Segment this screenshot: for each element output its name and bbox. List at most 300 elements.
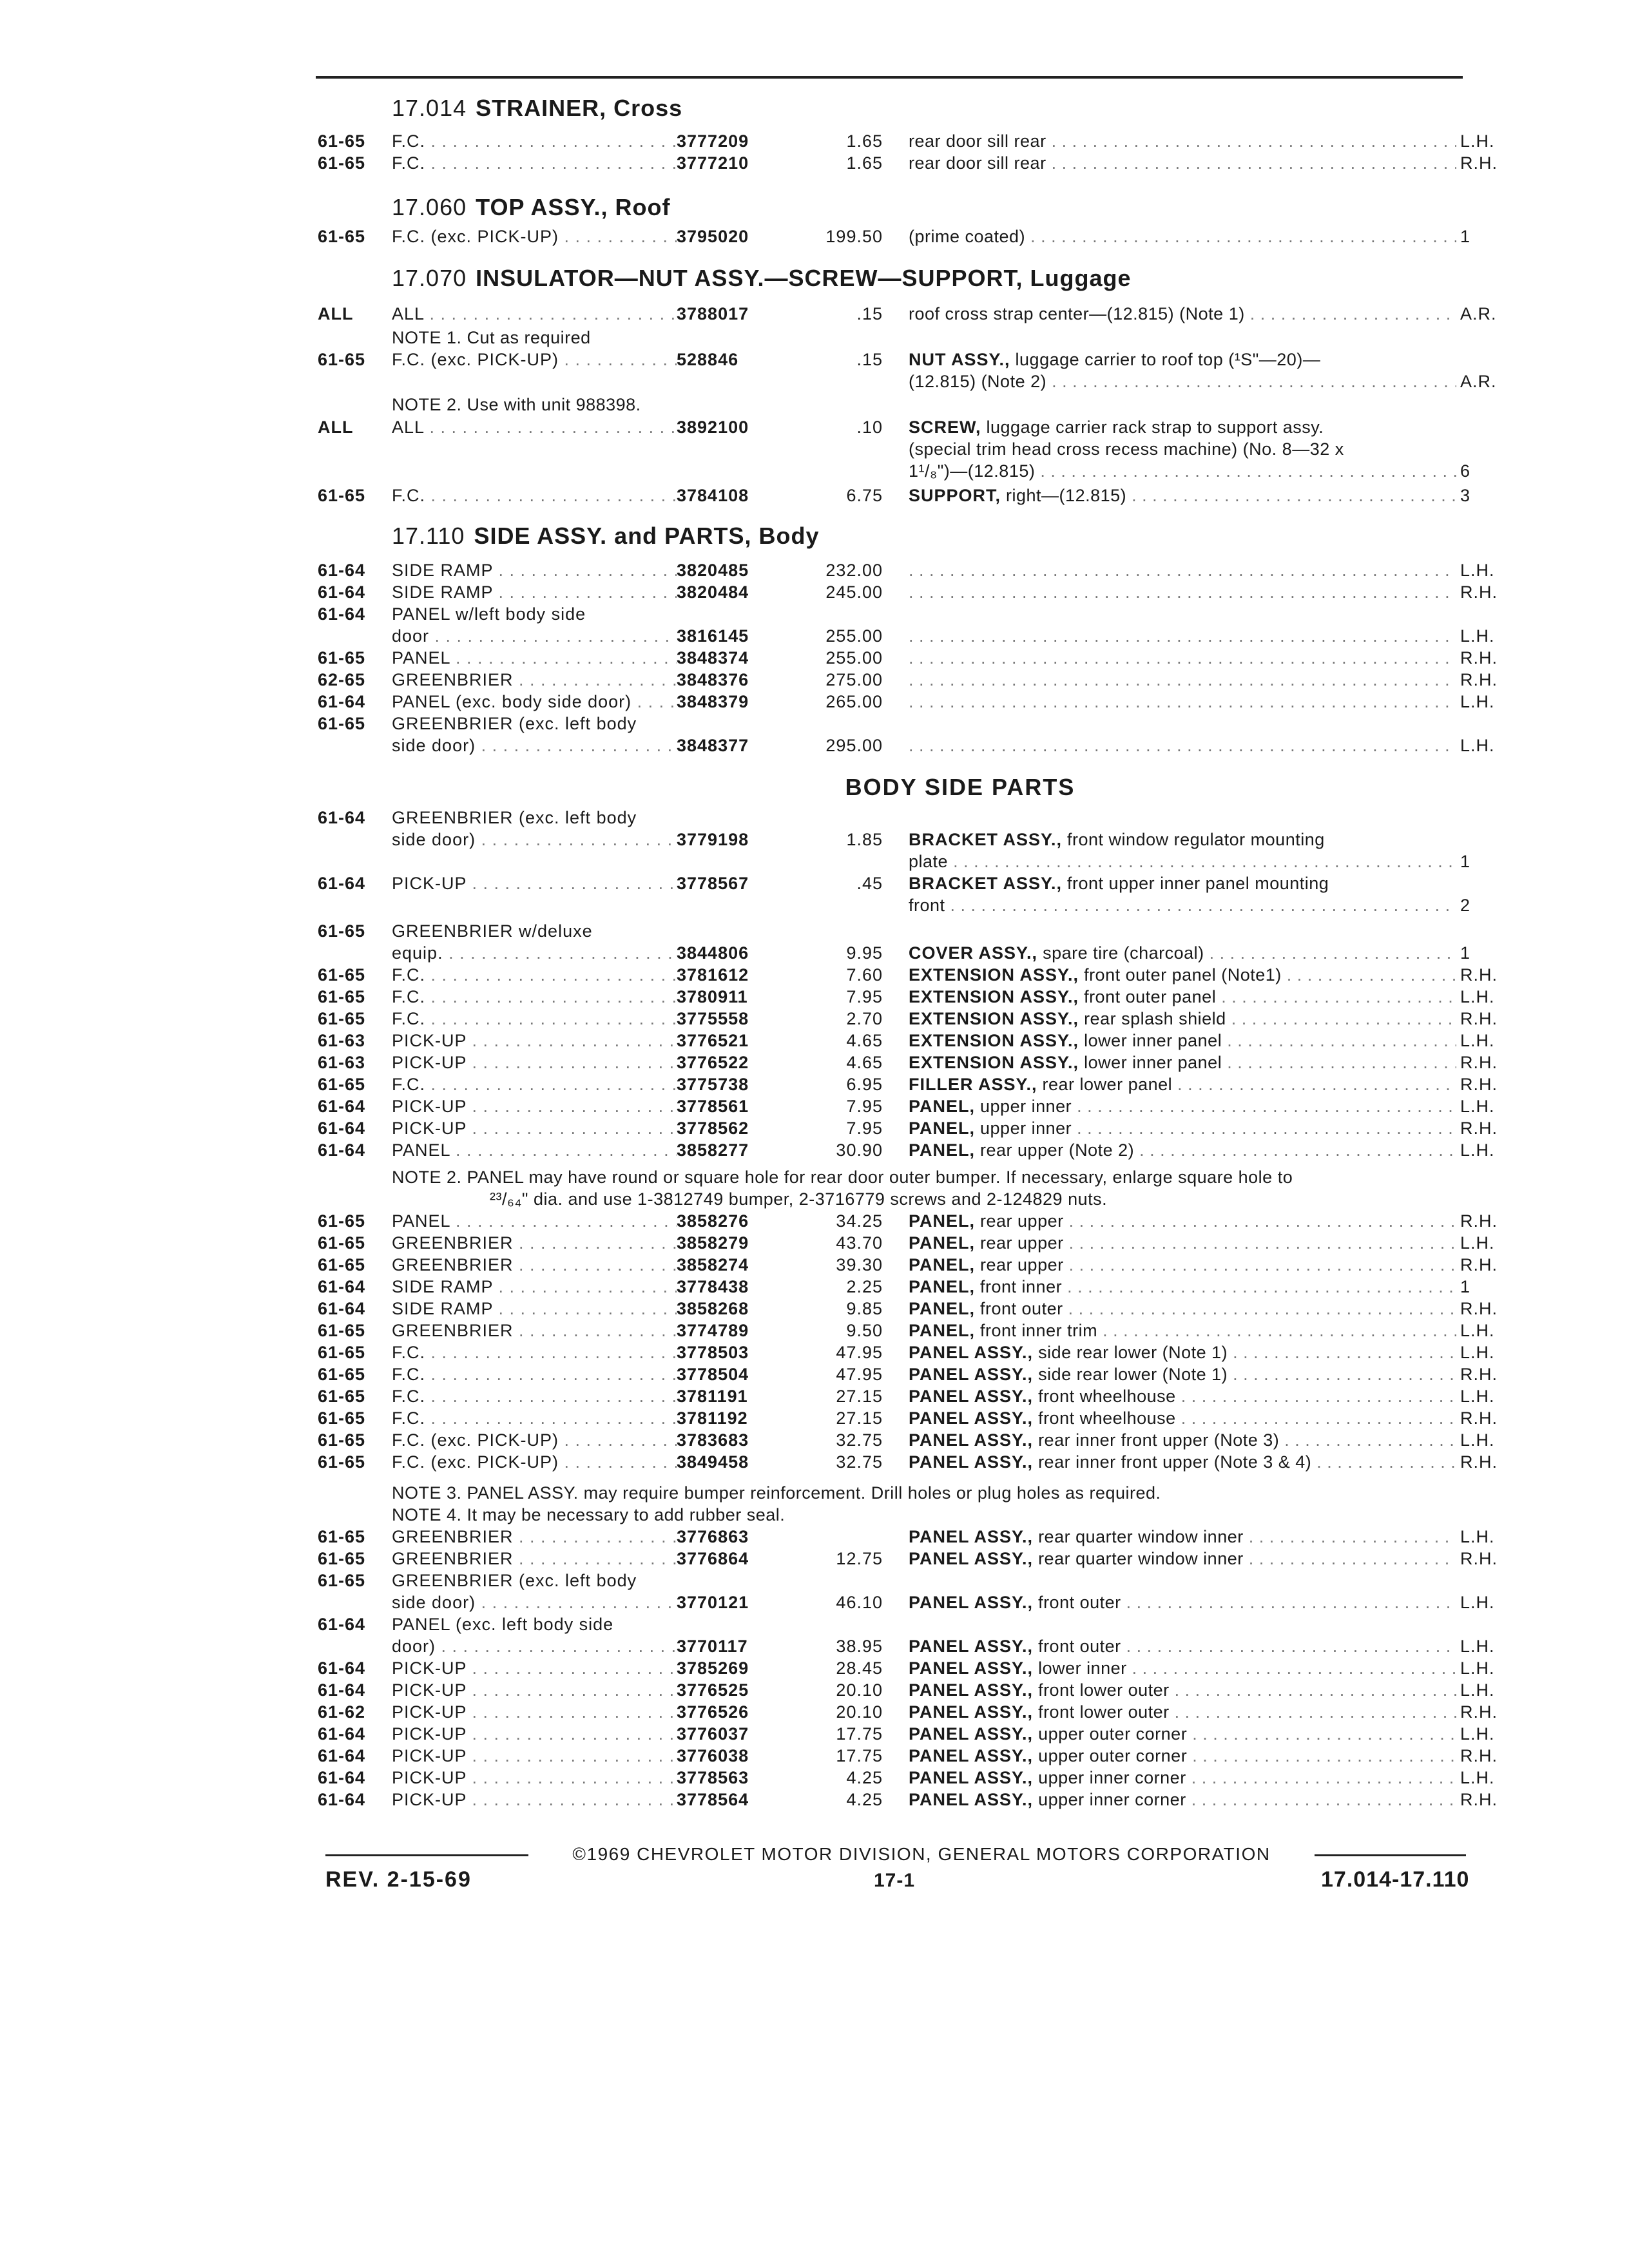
table-row <box>0 1526 1629 1548</box>
quantity-side: L.H. <box>1458 1095 1499 1117</box>
part-name: PANEL ASSY., <box>909 1702 1034 1722</box>
model-years: 61-65 <box>318 921 366 941</box>
table-row <box>0 1232 1629 1254</box>
part-number: 3778563 <box>677 1767 786 1789</box>
part-number: 3776037 <box>677 1723 786 1745</box>
part-number: 3779198 <box>677 829 786 850</box>
part-description <box>909 226 1456 247</box>
table-row <box>0 1320 1629 1341</box>
part-description <box>909 1679 1456 1701</box>
model-application: ALL . . . <box>392 303 679 325</box>
model-years: 61-65 <box>318 1527 366 1546</box>
part-number: 3777210 <box>677 152 786 174</box>
description-text: side rear lower (Note 1) <box>1033 1343 1228 1362</box>
part-description <box>909 1030 1456 1052</box>
list-price: 17.75 <box>836 1746 883 1765</box>
list-price: 47.95 <box>836 1343 883 1362</box>
part-number: 3770121 <box>677 1591 786 1613</box>
list-price: 1.85 <box>846 830 883 849</box>
model-application: PICK-UP . . . <box>392 1679 679 1701</box>
revision-date: REV. 2-15-69 <box>325 1867 472 1892</box>
list-price: 17.75 <box>836 1724 883 1744</box>
description-text: spare tire (charcoal) <box>1037 943 1204 963</box>
part-name: PANEL ASSY., <box>909 1790 1034 1809</box>
model-application: GREENBRIER (exc. left body <box>392 1571 637 1590</box>
model-years: 62-65 <box>318 670 366 689</box>
table-row <box>0 460 1629 482</box>
part-number: 3785269 <box>677 1657 786 1679</box>
part-description <box>909 1298 1456 1320</box>
part-name: PANEL ASSY., <box>909 1408 1034 1428</box>
table-row <box>0 647 1629 669</box>
table-row <box>0 1767 1629 1789</box>
quantity-side: R.H. <box>1458 1298 1499 1320</box>
model-years: 61-64 <box>318 1299 366 1318</box>
part-name: FILLER ASSY., <box>909 1075 1037 1094</box>
part-number: 3778503 <box>677 1341 786 1363</box>
part-number: 3774789 <box>677 1320 786 1341</box>
part-number: 3848379 <box>677 691 786 713</box>
model-years: 61-63 <box>318 1031 366 1050</box>
part-number: 3795020 <box>677 226 786 247</box>
model-application: GREENBRIER . . . <box>392 1526 679 1548</box>
model-application: PICK-UP . . . <box>392 1789 679 1811</box>
part-name: PANEL ASSY., <box>909 1637 1034 1656</box>
quantity-side: R.H. <box>1458 1210 1499 1232</box>
part-number: 3776521 <box>677 1030 786 1052</box>
quantity-side: A.R. <box>1458 370 1499 392</box>
part-name: PANEL, <box>909 1255 976 1274</box>
model-years: 61-65 <box>318 1233 366 1253</box>
section-number: 17.070 <box>392 265 467 291</box>
part-name: EXTENSION ASSY., <box>909 1053 1079 1072</box>
model-application: PANEL . . . <box>392 1210 679 1232</box>
part-description <box>909 416 1456 438</box>
table-row <box>0 807 1629 829</box>
table-row <box>0 130 1629 152</box>
model-years: 61-64 <box>318 582 366 602</box>
model-years: 61-64 <box>318 1119 366 1138</box>
model-application: F.C. . . . <box>392 986 679 1008</box>
model-application: F.C. . . . <box>392 1385 679 1407</box>
quantity-side: R.H. <box>1458 1701 1499 1723</box>
list-price: 7.95 <box>846 1119 883 1138</box>
part-name: EXTENSION ASSY., <box>909 1009 1079 1028</box>
model-years: 61-64 <box>318 692 366 711</box>
list-price: 32.75 <box>836 1452 883 1472</box>
quantity-side: 2 <box>1458 894 1499 916</box>
model-years: 61-64 <box>318 1790 366 1809</box>
part-description <box>909 1095 1456 1117</box>
model-application: F.C. (exc. PICK-UP) . . . <box>392 226 679 247</box>
table-row <box>0 1451 1629 1473</box>
page-number: 17-1 <box>874 1870 916 1891</box>
part-number: 3784108 <box>677 485 786 506</box>
model-application: PICK-UP . . . <box>392 1745 679 1767</box>
model-years: 61-65 <box>318 1387 366 1406</box>
description-text: lower inner panel <box>1079 1031 1222 1050</box>
table-row <box>0 485 1629 506</box>
quantity-side: L.H. <box>1458 1679 1499 1701</box>
model-application: PANEL . . . <box>392 647 679 669</box>
table-row <box>0 1657 1629 1679</box>
part-name: PANEL, <box>909 1321 976 1340</box>
model-years: 61-64 <box>318 1097 366 1116</box>
list-price: .10 <box>856 418 883 437</box>
description-text: rear quarter window inner <box>1033 1549 1244 1568</box>
model-application: GREENBRIER . . . <box>392 1320 679 1341</box>
table-row <box>0 1117 1629 1139</box>
part-name: PANEL ASSY., <box>909 1430 1034 1450</box>
part-number: 3781191 <box>677 1385 786 1407</box>
list-price: 34.25 <box>836 1211 883 1231</box>
section-title-strainer <box>392 95 682 121</box>
list-price: 4.25 <box>846 1790 883 1809</box>
list-price: 39.30 <box>836 1255 883 1274</box>
quantity-side: R.H. <box>1458 1363 1499 1385</box>
section-name: INSULATOR—NUT ASSY.—SCREW—SUPPORT, Luggage <box>476 265 1132 291</box>
part-number: 3848376 <box>677 669 786 691</box>
part-description <box>909 986 1456 1008</box>
model-years: 61-65 <box>318 1365 366 1384</box>
description-text: (special trim head cross recess machine) (No. 8—32 x <box>909 439 1344 459</box>
part-description <box>909 370 1456 392</box>
table-row <box>0 1008 1629 1030</box>
description-text: upper inner corner <box>1033 1790 1186 1809</box>
part-description <box>909 647 1456 669</box>
top-rule <box>316 76 1463 79</box>
table-row <box>0 1635 1629 1657</box>
part-description <box>909 1254 1456 1276</box>
list-price: 9.95 <box>846 943 883 963</box>
description-text: front upper inner panel mounting <box>1062 874 1329 893</box>
model-application: PICK-UP . . . <box>392 1117 679 1139</box>
part-name: PANEL, <box>909 1233 976 1253</box>
list-price: 7.60 <box>846 965 883 985</box>
table-row <box>0 416 1629 438</box>
section-name: TOP ASSY., Roof <box>476 194 671 220</box>
part-name: BRACKET ASSY., <box>909 830 1063 849</box>
description-text: rear lower panel <box>1037 1075 1173 1094</box>
part-description <box>909 1451 1456 1473</box>
quantity-side: R.H. <box>1458 1008 1499 1030</box>
table-row <box>0 1276 1629 1298</box>
quantity-side: 1 <box>1458 1276 1499 1298</box>
model-years: 61-65 <box>318 1452 366 1472</box>
description-text: luggage carrier to roof top (¹S"—20)— <box>1010 350 1321 369</box>
model-application: PICK-UP . . . <box>392 1052 679 1073</box>
section-name: STRAINER, Cross <box>476 95 683 121</box>
list-price: 232.00 <box>825 561 883 580</box>
model-application: GREENBRIER (exc. left body <box>392 714 637 733</box>
part-number: 3775558 <box>677 1008 786 1030</box>
part-name: NUT ASSY., <box>909 350 1010 369</box>
table-row <box>0 349 1629 370</box>
model-application: SIDE RAMP . . . <box>392 559 679 581</box>
model-application: GREENBRIER w/deluxe <box>392 921 593 941</box>
part-name: PANEL, <box>909 1119 976 1138</box>
part-name: PANEL ASSY., <box>909 1527 1034 1546</box>
quantity-side: L.H. <box>1458 1232 1499 1254</box>
quantity-side: 1 <box>1458 942 1499 964</box>
part-number: 3776864 <box>677 1548 786 1570</box>
description-text: luggage carrier rack strap to support assy. <box>981 418 1324 437</box>
part-description <box>909 691 1456 713</box>
model-application: side door) . . . <box>392 1591 679 1613</box>
table-row <box>0 942 1629 964</box>
table-row <box>0 581 1629 603</box>
model-years: 61-64 <box>318 1680 366 1700</box>
part-number: 3776522 <box>677 1052 786 1073</box>
model-years: 61-65 <box>318 1321 366 1340</box>
description-text: front window regulator mounting <box>1062 830 1325 849</box>
model-application: PICK-UP . . . <box>392 1701 679 1723</box>
description-text: front lower outer <box>1033 1702 1170 1722</box>
model-years: 61-65 <box>318 1549 366 1568</box>
part-description <box>909 438 1456 460</box>
description-text: rear splash shield <box>1079 1009 1226 1028</box>
list-price: 46.10 <box>836 1593 883 1612</box>
quantity-side: L.H. <box>1458 986 1499 1008</box>
part-number: 3778567 <box>677 872 786 894</box>
model-application: side door) . . . <box>392 735 679 756</box>
model-years: 61-65 <box>318 965 366 985</box>
description-text: lower inner <box>1033 1658 1127 1678</box>
quantity-side: L.H. <box>1458 559 1499 581</box>
list-price: 255.00 <box>825 648 883 668</box>
quantity-side: L.H. <box>1458 1429 1499 1451</box>
model-years: 61-64 <box>318 808 366 827</box>
copyright-line: ©1969 CHEVROLET MOTOR DIVISION, GENERAL MOTORS CORPORATION <box>528 1841 1315 1867</box>
description-text: front outer <box>1033 1593 1121 1612</box>
model-years: 61-65 <box>318 1211 366 1231</box>
model-years: 61-64 <box>318 874 366 893</box>
quantity-side: R.H. <box>1458 669 1499 691</box>
model-years: 61-64 <box>318 604 366 624</box>
part-name: PANEL ASSY., <box>909 1680 1034 1700</box>
model-application: PICK-UP . . . <box>392 1657 679 1679</box>
part-description <box>909 1210 1456 1232</box>
list-price: 1.65 <box>846 131 883 151</box>
table-row <box>0 438 1629 460</box>
quantity-side: L.H. <box>1458 1320 1499 1341</box>
list-price: 6.75 <box>846 486 883 505</box>
description-text: upper inner corner <box>1033 1768 1186 1787</box>
part-description <box>909 625 1456 647</box>
table-row <box>0 1341 1629 1363</box>
table-row <box>0 735 1629 756</box>
part-description <box>909 1008 1456 1030</box>
description-text: rear upper <box>975 1255 1064 1274</box>
table-row <box>0 1591 1629 1613</box>
footer-rule-right <box>1305 1854 1466 1856</box>
list-price: 245.00 <box>825 582 883 602</box>
part-description <box>909 152 1456 174</box>
model-years: 61-65 <box>318 1430 366 1450</box>
part-description <box>909 1276 1456 1298</box>
list-price: 28.45 <box>836 1658 883 1678</box>
description-text: rear door sill rear <box>909 131 1046 151</box>
part-name: PANEL ASSY., <box>909 1593 1034 1612</box>
part-description <box>909 1635 1456 1657</box>
model-years: 61-65 <box>318 227 366 246</box>
table-row <box>0 1548 1629 1570</box>
part-name: PANEL, <box>909 1140 976 1160</box>
section-title-luggage <box>392 265 1132 291</box>
quantity-side: L.H. <box>1458 1657 1499 1679</box>
list-price: 27.15 <box>836 1387 883 1406</box>
part-name: PANEL ASSY., <box>909 1768 1034 1787</box>
table-row <box>0 1210 1629 1232</box>
table-row <box>0 964 1629 986</box>
table-row <box>0 1298 1629 1320</box>
part-number: 3778438 <box>677 1276 786 1298</box>
description-text: front outer <box>1033 1637 1121 1656</box>
description-text: rear upper <box>975 1211 1064 1231</box>
quantity-side: R.H. <box>1458 1117 1499 1139</box>
part-description <box>909 894 1456 916</box>
part-name: PANEL ASSY., <box>909 1387 1034 1406</box>
table-row <box>0 872 1629 894</box>
part-description <box>909 1723 1456 1745</box>
model-application: PANEL . . . <box>392 1139 679 1161</box>
model-years: 61-63 <box>318 1053 366 1072</box>
part-name: SCREW, <box>909 418 981 437</box>
description-text: upper inner <box>975 1097 1072 1116</box>
part-name: EXTENSION ASSY., <box>909 987 1079 1006</box>
part-number: 3844806 <box>677 942 786 964</box>
model-years: 61-65 <box>318 1075 366 1094</box>
quantity-side: R.H. <box>1458 1789 1499 1811</box>
quantity-side: R.H. <box>1458 1548 1499 1570</box>
part-number: 3776526 <box>677 1701 786 1723</box>
part-description <box>909 130 1456 152</box>
model-application: F.C. . . . <box>392 1008 679 1030</box>
model-years: 61-65 <box>318 648 366 668</box>
quantity-side: R.H. <box>1458 1451 1499 1473</box>
description-text: rear upper <box>975 1233 1064 1253</box>
model-application: PANEL (exc. left body side <box>392 1615 614 1634</box>
part-name: PANEL, <box>909 1277 976 1296</box>
section-number: 17.014 <box>392 95 467 121</box>
description-text: lower inner panel <box>1079 1053 1222 1072</box>
part-description <box>909 559 1456 581</box>
table-row <box>0 1363 1629 1385</box>
description-text: upper outer corner <box>1033 1746 1188 1765</box>
part-description <box>909 1526 1456 1548</box>
part-number: 3778564 <box>677 1789 786 1811</box>
part-name: EXTENSION ASSY., <box>909 965 1079 985</box>
part-description <box>909 850 1456 872</box>
list-price: 38.95 <box>836 1637 883 1656</box>
part-description <box>909 1341 1456 1363</box>
description-text: front outer panel (Note1) <box>1079 965 1282 985</box>
table-row <box>0 1052 1629 1073</box>
model-years: 61-65 <box>318 987 366 1006</box>
part-name: PANEL ASSY., <box>909 1746 1034 1765</box>
quantity-side: R.H. <box>1458 1745 1499 1767</box>
model-years: 61-65 <box>318 714 366 733</box>
model-years: 61-64 <box>318 1724 366 1744</box>
quantity-side: L.H. <box>1458 1030 1499 1052</box>
list-price: 12.75 <box>836 1549 883 1568</box>
part-number: 3778504 <box>677 1363 786 1385</box>
model-application: side door) . . . <box>392 829 679 850</box>
model-years: 61-65 <box>318 131 366 151</box>
part-number: 528846 <box>677 349 786 370</box>
model-application: F.C. (exc. PICK-UP) . . . <box>392 1429 679 1451</box>
part-description <box>909 964 1456 986</box>
note-4: NOTE 4. It may be necessary to add rubber seal. <box>392 1505 786 1524</box>
model-application: PICK-UP . . . <box>392 1095 679 1117</box>
list-price: 6.95 <box>846 1075 883 1094</box>
list-price: .45 <box>856 874 883 893</box>
part-number: 3858277 <box>677 1139 786 1161</box>
part-name: PANEL ASSY., <box>909 1724 1034 1744</box>
table-row <box>0 1139 1629 1161</box>
table-row <box>0 850 1629 872</box>
model-application: F.C. . . . <box>392 1363 679 1385</box>
description-text: rear upper (Note 2) <box>975 1140 1135 1160</box>
description-text: 1¹/₈")—(12.815) <box>909 461 1036 481</box>
list-price: 9.85 <box>846 1299 883 1318</box>
part-description <box>909 942 1456 964</box>
list-price: 255.00 <box>825 626 883 646</box>
part-description <box>909 1117 1456 1139</box>
model-years: 61-65 <box>318 1009 366 1028</box>
description-text: (12.815) (Note 2) <box>909 372 1047 391</box>
quantity-side: R.H. <box>1458 152 1499 174</box>
note-1: NOTE 1. Cut as required <box>392 328 591 347</box>
part-number: 3816145 <box>677 625 786 647</box>
list-price: 20.10 <box>836 1680 883 1700</box>
table-row <box>0 559 1629 581</box>
part-number: 3849458 <box>677 1451 786 1473</box>
part-name: PANEL ASSY., <box>909 1343 1034 1362</box>
model-application: SIDE RAMP . . . <box>392 581 679 603</box>
part-number: 3858279 <box>677 1232 786 1254</box>
list-price: .15 <box>856 350 883 369</box>
quantity-side: L.H. <box>1458 691 1499 713</box>
model-application: F.C. . . . <box>392 485 679 506</box>
quantity-side: L.H. <box>1458 1635 1499 1657</box>
table-row <box>0 1745 1629 1767</box>
quantity-side: L.H. <box>1458 1385 1499 1407</box>
description-text: front outer panel <box>1079 987 1217 1006</box>
part-description <box>909 460 1456 482</box>
model-application: GREENBRIER . . . <box>392 669 679 691</box>
section-number: 17.060 <box>392 194 467 220</box>
description-text: upper inner <box>975 1119 1072 1138</box>
model-application: PANEL w/left body side <box>392 604 586 624</box>
model-application: GREENBRIER . . . <box>392 1548 679 1570</box>
table-row <box>0 1429 1629 1451</box>
quantity-side: 1 <box>1458 850 1499 872</box>
list-price: 7.95 <box>846 987 883 1006</box>
body-side-parts-heading: BODY SIDE PARTS <box>845 774 1075 800</box>
section-range: 17.014-17.110 <box>1321 1867 1470 1892</box>
list-price: 9.50 <box>846 1321 883 1340</box>
model-years: 61-64 <box>318 1615 366 1634</box>
part-number: 3788017 <box>677 303 786 325</box>
model-application: GREENBRIER . . . <box>392 1254 679 1276</box>
table-row <box>0 669 1629 691</box>
table-row <box>0 303 1629 325</box>
table-row <box>0 1030 1629 1052</box>
list-price: 295.00 <box>825 736 883 755</box>
part-name: COVER ASSY., <box>909 943 1038 963</box>
model-years: 61-65 <box>318 1343 366 1362</box>
